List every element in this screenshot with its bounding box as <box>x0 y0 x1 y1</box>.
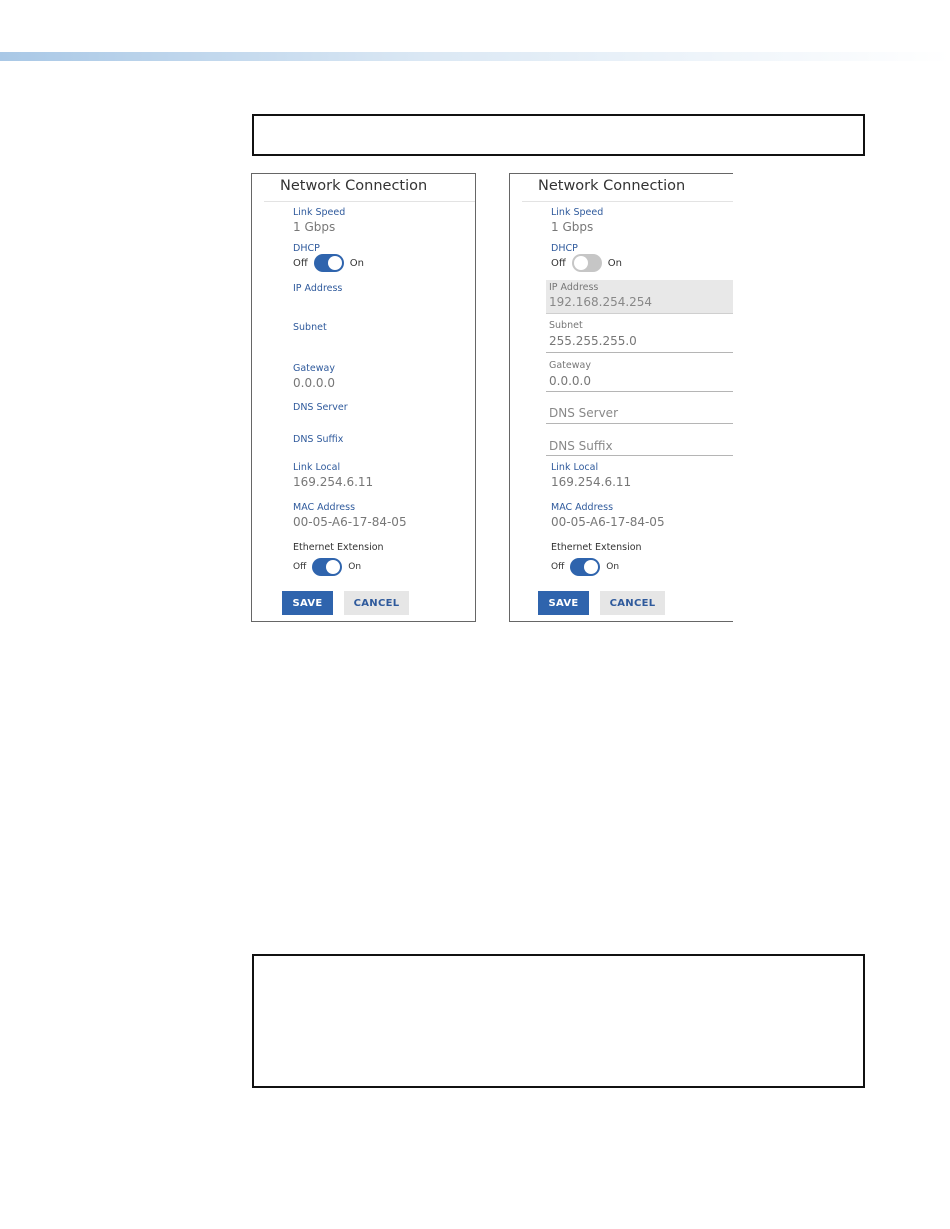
ethernet-extension-toggle[interactable] <box>570 558 600 576</box>
dns-server-label: DNS Server <box>293 402 348 413</box>
toggle-knob <box>584 560 598 574</box>
ethernet-extension-off-label: Off <box>551 562 565 572</box>
toggle-knob <box>574 256 588 270</box>
subnet-input[interactable]: 255.255.255.0 <box>549 334 637 348</box>
gateway-label: Gateway <box>293 363 335 374</box>
link-speed-label: Link Speed <box>293 207 346 218</box>
dns-suffix-label: DNS Suffix <box>293 434 344 445</box>
link-speed-label: Link Speed <box>551 207 604 218</box>
dhcp-on-label: On <box>349 257 364 269</box>
header-accent-bar <box>0 52 950 61</box>
ethernet-extension-toggle-row <box>551 557 619 577</box>
link-local-value: 169.254.6.11 <box>551 475 632 489</box>
dns-suffix-input[interactable]: DNS Suffix <box>549 439 613 453</box>
ethernet-extension-on-label: On <box>606 562 620 572</box>
save-button[interactable]: SAVE <box>282 591 333 615</box>
ip-address-value: 192.168.254.254 <box>549 295 653 309</box>
dns-server-field[interactable] <box>546 400 733 424</box>
network-connection-panel-dhcp-off <box>509 173 733 622</box>
mac-address-value: 00-05-A6-17-84-05 <box>551 515 665 529</box>
dhcp-label: DHCP <box>551 243 578 254</box>
network-connection-panel-dhcp-on <box>251 173 476 622</box>
dhcp-off-label: Off <box>551 257 566 269</box>
ethernet-extension-on-label: On <box>348 562 362 572</box>
cancel-button[interactable]: CANCEL <box>600 591 665 615</box>
gateway-field[interactable] <box>546 360 733 392</box>
link-speed-value: 1 Gbps <box>551 220 594 234</box>
dhcp-toggle[interactable] <box>572 254 602 272</box>
cancel-button[interactable]: CANCEL <box>344 591 409 615</box>
ethernet-extension-toggle-row <box>293 557 361 577</box>
dns-suffix-field[interactable] <box>546 432 733 456</box>
subnet-label: Subnet <box>549 320 583 331</box>
title-divider <box>264 201 475 202</box>
ethernet-extension-label: Ethernet Extension <box>551 542 642 553</box>
dns-server-input[interactable]: DNS Server <box>549 406 618 420</box>
ethernet-extension-toggle[interactable] <box>312 558 342 576</box>
toggle-knob <box>326 560 340 574</box>
save-button[interactable]: SAVE <box>538 591 589 615</box>
dhcp-toggle[interactable] <box>314 254 344 272</box>
dhcp-label: DHCP <box>293 243 320 254</box>
mac-address-label: MAC Address <box>551 502 614 513</box>
toggle-knob <box>328 256 342 270</box>
panel-title: Network Connection <box>280 178 428 194</box>
link-local-label: Link Local <box>551 462 599 473</box>
note-box-bottom <box>252 954 865 1088</box>
subnet-field[interactable] <box>546 320 733 353</box>
dhcp-off-label: Off <box>293 257 308 269</box>
mac-address-value: 00-05-A6-17-84-05 <box>293 515 407 529</box>
dhcp-toggle-row <box>551 253 622 273</box>
dhcp-toggle-row <box>293 253 364 273</box>
gateway-value: 0.0.0.0 <box>293 376 335 390</box>
ip-address-field <box>546 280 733 314</box>
ip-address-label: IP Address <box>293 283 343 294</box>
gateway-input[interactable]: 0.0.0.0 <box>549 374 591 388</box>
subnet-label: Subnet <box>293 322 327 333</box>
title-divider <box>522 201 733 202</box>
dhcp-on-label: On <box>607 257 622 269</box>
ip-address-label: IP Address <box>549 282 599 293</box>
mac-address-label: MAC Address <box>293 502 356 513</box>
link-local-value: 169.254.6.11 <box>293 475 374 489</box>
gateway-label: Gateway <box>549 360 591 371</box>
panel-title: Network Connection <box>538 178 686 194</box>
note-box-top <box>252 114 865 156</box>
link-speed-value: 1 Gbps <box>293 220 336 234</box>
ethernet-extension-off-label: Off <box>293 562 307 572</box>
link-local-label: Link Local <box>293 462 341 473</box>
ethernet-extension-label: Ethernet Extension <box>293 542 384 553</box>
